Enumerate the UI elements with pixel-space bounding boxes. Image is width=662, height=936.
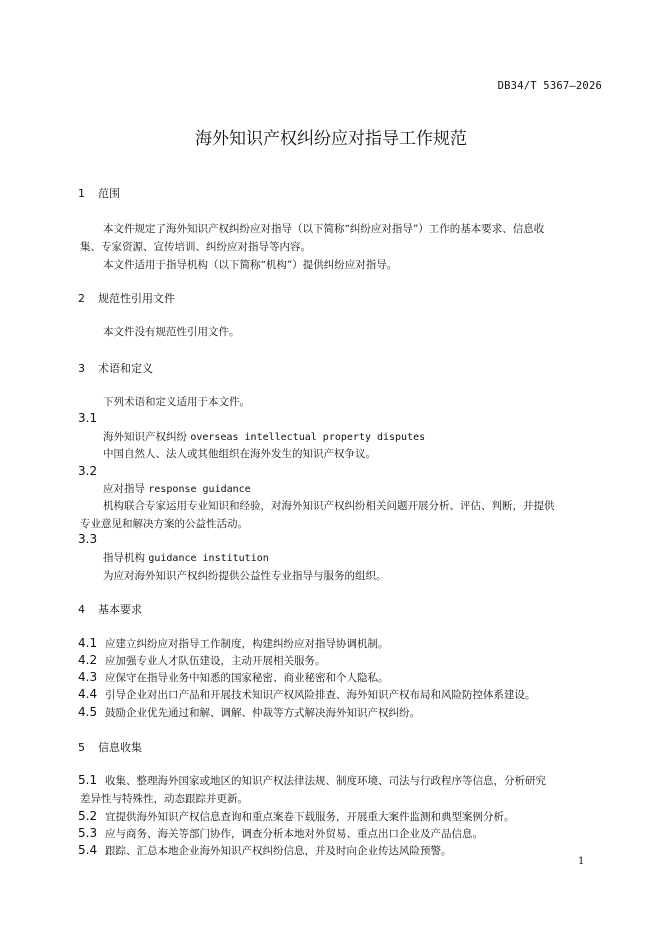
section-2-heading (78, 290, 175, 306)
clause-number: 5.3 (78, 826, 98, 840)
section-1-para-2: 本文件适用于指导机构（以下简称“机构”）提供纠纷应对指导。 (103, 259, 398, 271)
section-2-para: 本文件没有规范性引用文件。 (103, 326, 240, 338)
clause-number: 4.3 (78, 670, 98, 684)
clause-number: 5.1 (78, 773, 98, 787)
term-number: 3.2 (78, 464, 98, 478)
term-entry (103, 481, 251, 496)
clause-text: 应建立纠纷应对指导工作制度，构建纠纷应对指导协调机制。 (105, 638, 389, 650)
clause-text-cont: 差异性与特殊性，动态跟踪并更新。 (80, 793, 248, 805)
clause-item (78, 653, 326, 668)
term-definition-cont: 专业意见和解决方案的公益性活动。 (80, 518, 248, 530)
clause-text: 跟踪、汇总本地企业海外知识产权纠纷信息，并及时向企业传达风险预警。 (105, 845, 452, 857)
section-1-heading (78, 185, 120, 201)
clause-item (78, 670, 389, 685)
term-en: overseas intellectual property disputes (190, 432, 426, 443)
section-3-heading (78, 360, 153, 376)
clause-text: 应与商务、海关等部门协作，调查分析本地对外贸易、重点出口企业及产品信息。 (105, 828, 483, 840)
clause-text: 应加强专业人才队伍建设，主动开展相关服务。 (105, 655, 326, 667)
clause-item (78, 705, 420, 720)
clause-number: 4.1 (78, 636, 98, 650)
section-number: 3 (78, 362, 85, 375)
section-1-para-1-cont: 集、专家资源、宣传培训、纠纷应对指导等内容。 (80, 241, 311, 253)
section-number: 2 (78, 292, 85, 305)
term-number: 3.3 (78, 532, 98, 546)
section-5-heading (78, 739, 142, 755)
clause-item (78, 773, 546, 788)
term-en: guidance institution (148, 553, 269, 564)
clause-item (78, 636, 389, 651)
term-definition: 中国自然人、法人或其他组织在海外发生的知识产权争议。 (103, 448, 376, 460)
clause-number: 5.2 (78, 809, 98, 823)
document-title: 海外知识产权纠纷应对指导工作规范 (195, 129, 467, 149)
section-number: 4 (78, 603, 85, 616)
section-title: 信息收集 (98, 741, 142, 754)
term-definition: 机构联合专家运用专业知识和经验，对海外知识产权纠纷相关问题开展分析、评估、判断，并提供 (103, 500, 555, 512)
term-entry (103, 429, 425, 444)
clause-text: 收集、整理海外国家或地区的知识产权法律法规、制度环境、司法与行政程序等信息，分析研究 (105, 775, 546, 787)
clause-number: 4.2 (78, 653, 98, 667)
clause-text: 引导企业对出口产品和开展技术知识产权风险排查、海外知识产权布局和风险防控体系建设。 (105, 689, 536, 701)
term-number: 3.1 (78, 411, 98, 425)
clause-number: 4.4 (78, 687, 98, 701)
clause-text: 鼓励企业优先通过和解、调解、仲裁等方式解决海外知识产权纠纷。 (105, 707, 420, 719)
page-number: 1 (578, 856, 585, 867)
clause-item (78, 826, 483, 841)
clause-text: 宜提供海外知识产权信息查询和重点案卷下载服务，开展重大案件监测和典型案例分析。 (105, 811, 515, 823)
section-3-intro: 下列术语和定义适用于本文件。 (103, 396, 250, 408)
standard-code: DB34/T 5367—2026 (497, 80, 602, 92)
term-entry (103, 550, 269, 565)
section-1-para-1: 本文件规定了海外知识产权纠纷应对指导（以下简称“纠纷应对指导”）工作的基本要求、信息收 (103, 223, 545, 235)
clause-item (78, 843, 452, 858)
section-title: 规范性引用文件 (98, 292, 175, 305)
clause-text: 应保守在指导业务中知悉的国家秘密、商业秘密和个人隐私。 (105, 672, 389, 684)
clause-number: 4.5 (78, 705, 98, 719)
section-4-heading (78, 601, 142, 617)
term-zh: 海外知识产权纠纷 (103, 431, 187, 443)
clause-number: 5.4 (78, 843, 98, 857)
section-title: 基本要求 (98, 603, 142, 616)
term-en: response guidance (148, 484, 251, 495)
clause-item (78, 687, 536, 702)
term-definition: 为应对海外知识产权纠纷提供公益性专业指导与服务的组织。 (103, 570, 387, 582)
section-title: 术语和定义 (98, 362, 153, 375)
term-zh: 应对指导 (103, 483, 145, 495)
term-zh: 指导机构 (103, 552, 145, 564)
section-number: 1 (78, 187, 85, 200)
section-title: 范围 (98, 187, 120, 200)
section-number: 5 (78, 741, 85, 754)
clause-item (78, 809, 515, 824)
